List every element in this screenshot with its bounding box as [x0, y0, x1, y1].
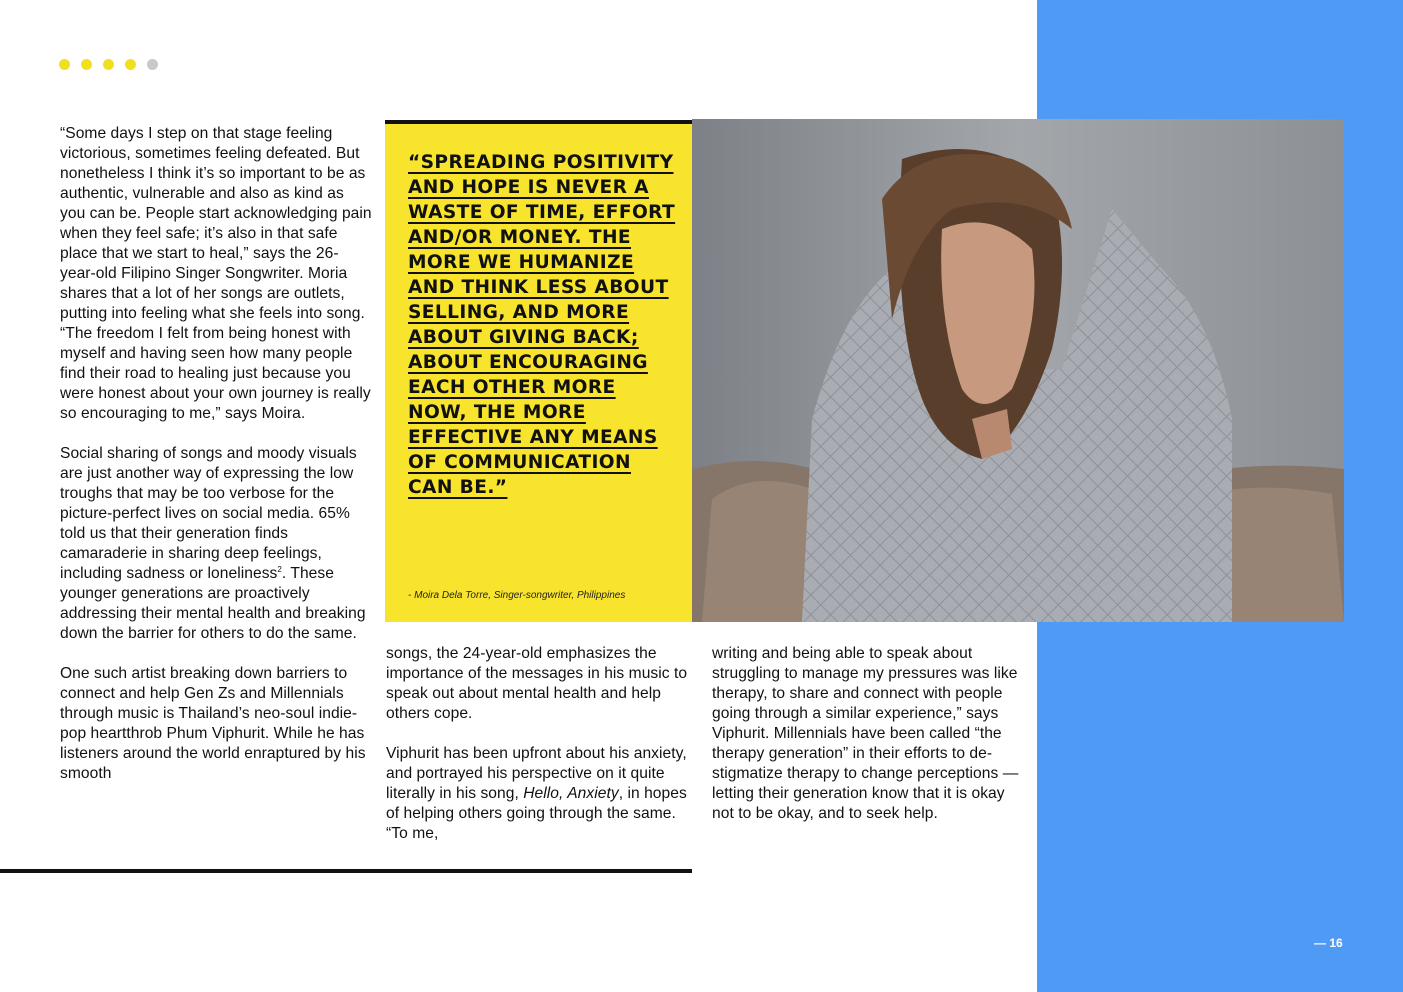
bottom-rule [0, 869, 692, 873]
portrait-illustration [692, 119, 1344, 622]
text-run: Social sharing of songs and moody visuals are just another way of expressing the low troughs that may be too verbose for the picture-perfect lives on social media. 65% told us that their generation finds camaraderie in sharing deep feelings, including sadness or loneliness [60, 445, 357, 582]
paragraph [60, 444, 372, 644]
paragraph: songs, the 24-year-old emphasizes the importance of the messages in his music to speak out about mental health and help others cope. [386, 645, 688, 722]
article-column-3 [712, 644, 1022, 844]
footnote-ref: 2 [277, 564, 282, 574]
pull-quote [408, 150, 678, 500]
progress-dot [125, 59, 136, 70]
song-title: Hello, Anxiety [523, 785, 619, 802]
text-run: , in hopes of helping others going through the same. “To me, [386, 785, 687, 842]
pull-quote-text: “SPREADING POSITIVITY AND HOPE IS NEVER A WASTE OF TIME, EFFORT AND/OR MONEY. THE MORE WE HUMANIZE AND THINK LESS ABOUT SELLING, AND MORE ABOUT GIVING BACK; ABOUT ENCOURAGING EACH OTHER MORE NOW, THE MORE EFFECTIVE ANY MEANS OF COMMUNICATION CAN BE.” [408, 152, 676, 498]
progress-dot [103, 59, 114, 70]
paragraph: writing and being able to speak about struggling to manage my pressures was like therapy, to share and connect with people going through a similar experience,” says Viphurit. Millennials have been called “the therapy generation” in their efforts to de-stigmatize therapy to change perceptions — letting their generation know that it is okay not to be okay, and to seek help. [712, 645, 1019, 822]
progress-dot [147, 59, 158, 70]
paragraph [386, 744, 691, 844]
text-run: . These younger generations are proactively addressing their mental health and breaking down the barrier for others to do the same. [60, 565, 366, 642]
article-column-1 [60, 124, 372, 804]
quote-attribution: - Moira Dela Torre, Singer-songwriter, Philippines [408, 590, 626, 601]
pull-quote-box [385, 120, 692, 622]
text-run: Viphurit has been upfront about his anxiety, and portrayed his perspective on it quite literally in his song, [386, 745, 687, 802]
progress-dot [59, 59, 70, 70]
progress-dot [81, 59, 92, 70]
portrait-photo [692, 119, 1344, 622]
progress-dots [59, 59, 158, 71]
page-number: — 16 [1314, 936, 1343, 950]
paragraph: “Some days I step on that stage feeling victorious, sometimes feeling defeated. But nonetheless I think it’s so important to be as authentic, vulnerable and also as kind as you can be. People start acknowledging pain when they feel safe; it’s also in that safe place that we start to heal,” says the 26-year-old Filipino Singer Songwriter. Moria shares that a lot of her songs are outlets, putting into feeling what she feels into song. “The freedom I felt from being honest with myself and having seen how many people find their road to healing just because you were honest about your own journey is really so encouraging to me,” says Moira. [60, 125, 372, 422]
article-column-2 [386, 644, 691, 864]
paragraph: One such artist breaking down barriers to connect and help Gen Zs and Millennials through music is Thailand’s neo-soul indie-pop heartthrob Phum Viphurit. While he has listeners around the world enraptured by his smooth [60, 665, 366, 782]
